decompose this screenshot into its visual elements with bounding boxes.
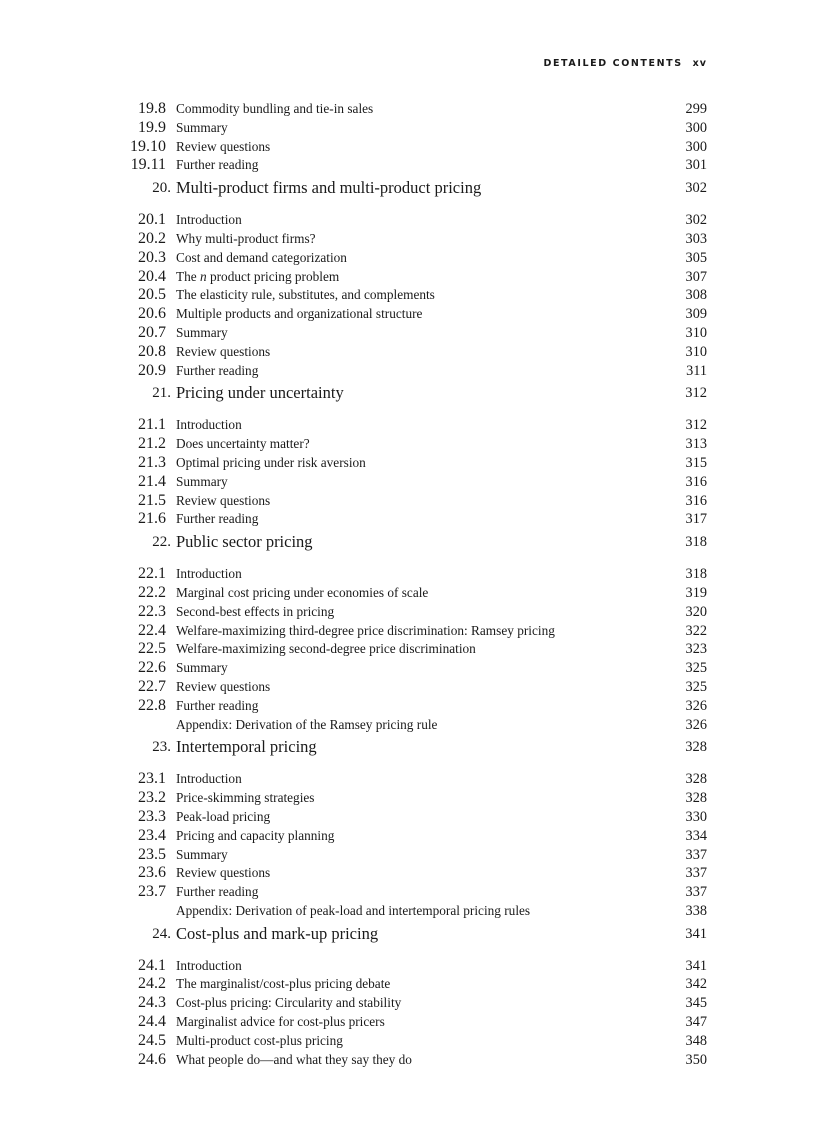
toc-section-row [0,362,816,381]
toc-entry-page: 318 [685,534,707,551]
toc-entry-title: Review questions [176,492,271,508]
toc-entry-number: 21.6 [138,510,166,528]
toc-entry-page: 345 [685,995,707,1012]
toc-entry-number: 23.7 [138,883,166,901]
toc-entry-title: Introduction [176,957,242,973]
toc-section-row [0,249,816,268]
toc-entry-title: Further reading [176,157,259,173]
toc-entry-number: 24. [152,925,171,942]
toc-section-row [0,473,816,492]
toc-entry-number: 22.6 [138,659,166,677]
toc-section-row [0,565,816,584]
toc-entry-page: 310 [685,343,707,360]
toc-section-row [0,1051,816,1070]
toc-section-row [0,211,816,230]
toc-entry-number: 22.5 [138,640,166,658]
toc-appendix-row [0,902,816,921]
toc-entry-number: 22. [152,534,171,551]
toc-section-row [0,324,816,343]
toc-entry-number: 20.8 [138,342,166,360]
toc-entry-title: Public sector pricing [176,532,313,552]
toc-entry-number: 20.5 [138,286,166,304]
toc-section-row [0,827,816,846]
toc-section-row [0,268,816,287]
toc-entry-page: 334 [685,827,707,844]
toc-section-row [0,697,816,716]
toc-section-row [0,622,816,641]
toc-entry-page: 319 [685,584,707,601]
toc-section-row [0,492,816,511]
toc-entry-number: 20.4 [138,267,166,285]
toc-section-row [0,584,816,603]
toc-entry-number: 20.6 [138,305,166,323]
toc-entry-number: 22.2 [138,583,166,601]
toc-entry-number: 24.1 [138,956,166,974]
toc-entry-title: Welfare-maximizing second-degree price discrimination [176,641,476,657]
toc-section-row [0,659,816,678]
toc-entry-title: The elasticity rule, substitutes, and complements [176,287,435,303]
toc-entry-number: 24.5 [138,1031,166,1049]
toc-entry-number: 24.6 [138,1050,166,1068]
toc-section-row [0,305,816,324]
toc-entry-number: 20.1 [138,211,166,229]
toc-entry-number: 20.3 [138,248,166,266]
toc-entry-page: 325 [685,678,707,695]
toc-entry-number: 20.2 [138,229,166,247]
toc-entry-number: 21.3 [138,453,166,471]
toc-entry-title: Summary [176,119,228,135]
toc-entry-page: 326 [685,716,707,733]
toc-section-row [0,156,816,175]
toc-entry-page: 299 [685,101,707,117]
toc-entry-page: 312 [685,417,707,434]
toc-chapter-row [0,380,816,416]
toc-section-row [0,286,816,305]
toc-entry-page: 303 [685,230,707,247]
toc-entry-title: Review questions [176,138,271,154]
toc-entry-page: 310 [685,324,707,341]
toc-entry-page: 318 [685,566,707,583]
toc-entry-title: Pricing and capacity planning [176,827,335,843]
toc-entry-number: 21.1 [138,416,166,434]
toc-section-row [0,230,816,249]
toc-entry-page: 330 [685,808,707,825]
toc-section-row [0,846,816,865]
toc-entry-page: 328 [685,790,707,807]
toc-entry-number: 24.4 [138,1013,166,1031]
toc-entry-title: Introduction [176,771,242,787]
toc-section-row [0,640,816,659]
toc-section-row [0,510,816,529]
toc-appendix-row [0,716,816,735]
toc-entry-title: Does uncertainty matter? [176,436,310,452]
toc-entry-title: Cost-plus and mark-up pricing [176,923,379,943]
toc-entry-title: Peak-load pricing [176,808,271,824]
toc-entry-number: 19.11 [130,156,166,174]
toc-section-row [0,119,816,138]
toc-entry-page: 315 [685,454,707,471]
toc-entry-page: 342 [685,976,707,993]
toc-entry-number: 23.3 [138,807,166,825]
toc-entry-page: 337 [685,865,707,882]
toc-entry-number: 23.4 [138,826,166,844]
toc-entry-title: Cost-plus pricing: Circularity and stability [176,995,402,1011]
toc-chapter-row [0,529,816,565]
toc-entry-number: 20.9 [138,361,166,379]
toc-entry-title: Review questions [176,865,271,881]
toc-chapter-row [0,175,816,211]
toc-entry-number: 23.6 [138,864,166,882]
toc-section-row [0,678,816,697]
toc-entry-number: 21.2 [138,435,166,453]
toc-entry-number: 19.9 [138,118,166,136]
toc-entry-title: Summary [176,473,228,489]
toc-entry-title: Introduction [176,566,242,582]
toc-entry-number: 24.2 [138,975,166,993]
toc-entry-title: Further reading [176,884,259,900]
toc-entry-page: 337 [685,846,707,863]
toc-section-row [0,864,816,883]
toc-entry-title: Cost and demand categorization [176,249,347,265]
toc-section-row [0,957,816,976]
toc-entry-title: Marginalist advice for cost-plus pricers [176,1014,385,1030]
toc-entry-page: 341 [685,925,707,942]
toc-entry-number: 20.7 [138,323,166,341]
toc-entry-title: Second-best effects in pricing [176,603,335,619]
toc-entry-page: 308 [685,287,707,304]
toc-section-row [0,454,816,473]
toc-entry-page: 337 [685,884,707,901]
toc-section-row [0,435,816,454]
toc-entry-title: Introduction [176,417,242,433]
toc-entry-number: 21. [152,385,171,402]
toc-entry-number: 23.2 [138,789,166,807]
toc-entry-number: 21.5 [138,491,166,509]
toc-entry-number: 19.8 [138,100,166,117]
toc-entry-page: 348 [685,1032,707,1049]
toc-section-row [0,343,816,362]
toc-entry-title: Further reading [176,511,259,527]
toc-entry-title: The n product pricing problem [176,268,340,284]
toc-entry-title: What people do—and what they say they do [176,1051,412,1067]
toc-entry-title: Further reading [176,362,259,378]
toc-entry-title: Commodity bundling and tie-in sales [176,101,374,116]
toc-entry-number: 21.4 [138,472,166,490]
toc-section-row [0,100,816,119]
toc-section-row [0,138,816,157]
toc-entry-title: Price-skimming strategies [176,790,315,806]
toc-entry-page: 300 [685,119,707,136]
toc-entry-title: Introduction [176,212,242,228]
toc-entry-title: Review questions [176,343,271,359]
toc-entry-page: 302 [685,180,707,197]
toc-entry-title: Appendix: Derivation of the Ramsey pricing rule [176,716,438,732]
toc-section-row [0,1032,816,1051]
toc-entry-title: Multi-product cost-plus pricing [176,1032,343,1048]
toc-entry-number: 24.3 [138,994,166,1012]
toc-entry-page: 328 [685,771,707,788]
toc-entry-page: 312 [685,385,707,402]
toc-entry-title: Summary [176,324,228,340]
toc-entry-page: 307 [685,268,707,285]
toc-entry-number: 23.5 [138,845,166,863]
toc-entry-number: 22.8 [138,696,166,714]
toc-entry-number: 22.1 [138,565,166,583]
toc-entry-page: 301 [685,157,707,174]
toc-entry-page: 322 [685,622,707,639]
table-of-contents [0,100,816,1069]
toc-entry-title: Marginal cost pricing under economies of scale [176,584,429,600]
toc-entry-title: Review questions [176,678,271,694]
toc-entry-page: 300 [685,138,707,155]
toc-entry-number: 20. [152,180,171,197]
toc-entry-number: 19.10 [130,137,166,155]
toc-entry-page: 325 [685,660,707,677]
toc-entry-page: 316 [685,473,707,490]
toc-entry-title: The marginalist/cost-plus pricing debate [176,976,391,992]
toc-entry-title: Intertemporal pricing [176,737,317,757]
toc-entry-page: 317 [685,511,707,528]
toc-entry-title: Why multi-product firms? [176,230,316,246]
toc-section-row [0,416,816,435]
toc-section-row [0,1013,816,1032]
toc-section-row [0,770,816,789]
toc-entry-page: 302 [685,212,707,229]
running-head-label: DETAILED CONTENTS [543,58,683,69]
toc-entry-number: 22.7 [138,677,166,695]
toc-entry-number: 23. [152,739,171,756]
toc-section-row [0,603,816,622]
toc-entry-page: 316 [685,492,707,509]
toc-entry-title: Further reading [176,697,259,713]
running-head [543,58,707,69]
toc-entry-page: 328 [685,739,707,756]
toc-entry-page: 341 [685,957,707,974]
toc-entry-page: 326 [685,697,707,714]
toc-entry-page: 305 [685,249,707,266]
toc-entry-page: 350 [685,1051,707,1068]
toc-section-row [0,975,816,994]
page-folio: xv [692,58,707,69]
toc-entry-page: 309 [685,306,707,323]
toc-entry-page: 320 [685,603,707,620]
toc-section-row [0,883,816,902]
toc-entry-page: 323 [685,641,707,658]
toc-entry-page: 338 [685,902,707,919]
toc-entry-title: Multiple products and organizational structure [176,306,423,322]
toc-entry-title: Summary [176,660,228,676]
toc-entry-number: 23.1 [138,770,166,788]
toc-entry-title: Multi-product firms and multi-product pricing [176,178,482,198]
toc-entry-page: 311 [686,362,707,379]
toc-entry-title: Pricing under uncertainty [176,383,344,403]
toc-entry-page: 347 [685,1014,707,1031]
toc-chapter-row [0,734,816,770]
toc-section-row [0,789,816,808]
toc-entry-page: 313 [685,436,707,453]
toc-entry-title: Optimal pricing under risk aversion [176,454,366,470]
toc-section-row [0,994,816,1013]
toc-chapter-row [0,921,816,957]
toc-entry-number: 22.4 [138,621,166,639]
toc-entry-title: Summary [176,846,228,862]
toc-entry-title: Appendix: Derivation of peak-load and intertemporal pricing rules [176,902,531,918]
toc-entry-title: Welfare-maximizing third-degree price discrimination: Ramsey pricing [176,622,555,638]
toc-section-row [0,808,816,827]
toc-entry-number: 22.3 [138,602,166,620]
